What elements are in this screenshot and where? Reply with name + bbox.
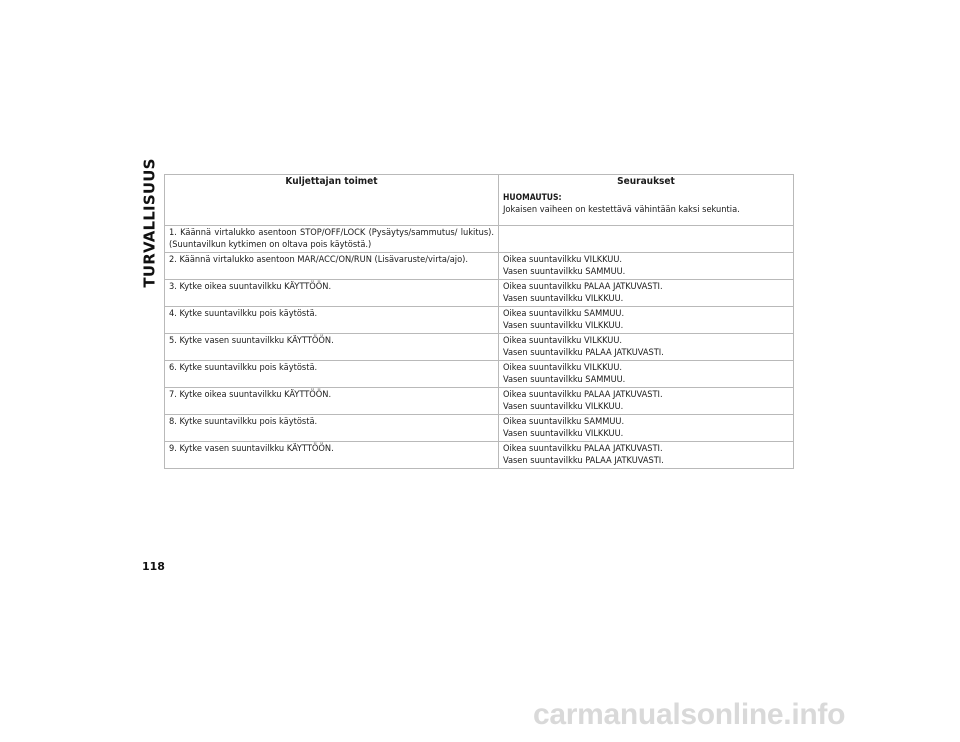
driver-action-cell: 2. Käännä virtalukko asentoon MAR/ACC/ON/RUN (Lisävaruste/virta/ajo). [165,253,499,280]
result-cell [499,280,794,307]
result-left-signal: Vasen suuntavilkku VILKKUU. [503,401,624,412]
table-row [165,361,794,388]
result-right-signal: Oikea suuntavilkku PALAA JATKUVASTI. [503,389,663,400]
note-label: HUOMAUTUS: [503,193,562,203]
table-row [165,226,794,253]
result-cell [499,442,794,469]
driver-action-cell: 4. Kytke suuntavilkku pois käytöstä. [165,307,499,334]
result-left-signal: Vasen suuntavilkku VILKKUU. [503,320,624,331]
table-row [165,253,794,280]
driver-action-cell: 1. Käännä virtalukko asentoon STOP/OFF/LOCK (Pysäytys/sammutus/ lukitus). (Suuntavilkun kytkimen on oltava pois käytöstä.) [165,226,499,253]
result-left-signal: Vasen suuntavilkku PALAA JATKUVASTI. [503,347,664,358]
page-number: 118 [142,560,165,573]
result-left-signal: Vasen suuntavilkku SAMMUU. [503,374,626,385]
result-right-signal: Oikea suuntavilkku SAMMUU. [503,416,625,427]
result-cell [499,388,794,415]
result-cell [499,253,794,280]
result-right-signal: Oikea suuntavilkku SAMMUU. [503,308,625,319]
result-left-signal: Vasen suuntavilkku VILKKUU. [503,428,624,439]
column-header-driver-actions: Kuljettajan toimet [165,175,499,226]
watermark: carmanualsonline.info [533,698,846,731]
table-row [165,307,794,334]
result-right-signal: Oikea suuntavilkku PALAA JATKUVASTI. [503,443,663,454]
result-cell [499,307,794,334]
result-right-signal: Oikea suuntavilkku VILKKUU. [503,362,623,373]
result-left-signal: Vasen suuntavilkku VILKKUU. [503,293,624,304]
result-right-signal: Oikea suuntavilkku VILKKUU. [503,254,623,265]
result-cell [499,415,794,442]
results-header-title: Seuraukset [617,176,675,187]
driver-action-cell: 5. Kytke vasen suuntavilkku KÄYTTÖÖN. [165,334,499,361]
table-row [165,442,794,469]
table-row [165,388,794,415]
result-right-signal: Oikea suuntavilkku VILKKUU. [503,335,623,346]
note-text: Jokaisen vaiheen on kestettävä vähintään kaksi sekuntia. [503,204,740,215]
driver-action-cell: 9. Kytke vasen suuntavilkku KÄYTTÖÖN. [165,442,499,469]
section-title-vertical [141,157,159,289]
driver-action-cell: 7. Kytke oikea suuntavilkku KÄYTTÖÖN. [165,388,499,415]
result-cell [499,334,794,361]
turn-signal-test-table [164,174,794,469]
table-row [165,415,794,442]
driver-action-cell: 8. Kytke suuntavilkku pois käytöstä. [165,415,499,442]
table-row [165,334,794,361]
result-left-signal: Vasen suuntavilkku SAMMUU. [503,266,626,277]
result-right-signal: Oikea suuntavilkku PALAA JATKUVASTI. [503,281,663,292]
result-cell [499,226,794,253]
table-row [165,280,794,307]
driver-action-cell: 3. Kytke oikea suuntavilkku KÄYTTÖÖN. [165,280,499,307]
table-header-row [165,175,794,226]
result-left-signal: Vasen suuntavilkku PALAA JATKUVASTI. [503,455,664,466]
driver-action-cell: 6. Kytke suuntavilkku pois käytöstä. [165,361,499,388]
column-header-results [499,175,794,226]
section-title-text: TURVALLISUUS [141,158,160,288]
result-cell [499,361,794,388]
